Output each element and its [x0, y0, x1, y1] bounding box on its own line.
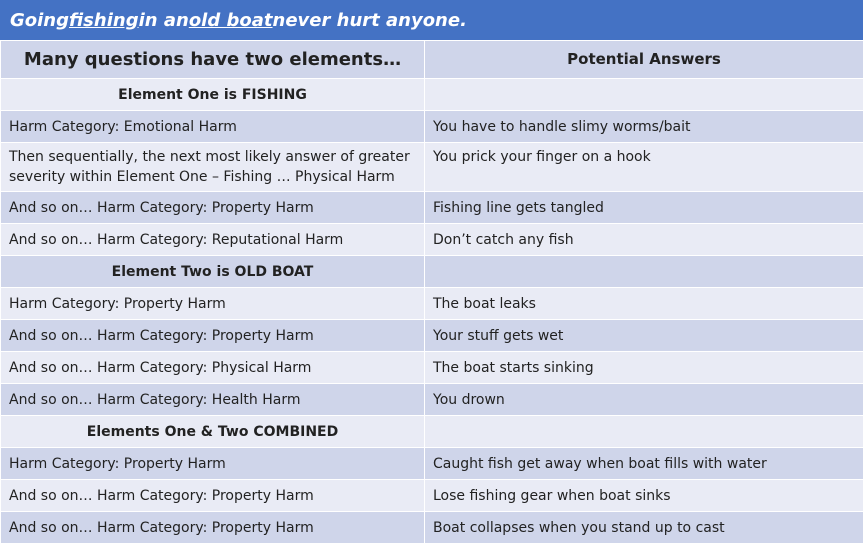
section-row-fishing [1, 79, 863, 111]
table-row [1, 192, 863, 224]
table-row [1, 288, 863, 320]
table-row [1, 352, 863, 384]
title-text-3: in an [138, 9, 189, 31]
harm-table-container [0, 40, 863, 544]
answer-cell: You drown [425, 384, 863, 416]
section-empty-cell [425, 416, 863, 448]
answer-cell: Your stuff gets wet [425, 320, 863, 352]
section-label: Element Two is OLD BOAT [1, 256, 425, 288]
answer-cell: Lose fishing gear when boat sinks [425, 480, 863, 512]
section-empty-cell [425, 79, 863, 111]
table-row [1, 143, 863, 192]
harm-table [0, 40, 863, 544]
table-row [1, 224, 863, 256]
answer-cell: You prick your finger on a hook [425, 143, 863, 192]
answer-cell: Fishing line gets tangled [425, 192, 863, 224]
table-row [1, 320, 863, 352]
table-header-row [1, 41, 863, 79]
title-text-1: Going [10, 9, 70, 31]
answer-cell: Caught fish get away when boat fills with water [425, 448, 863, 480]
harm-category-cell: And so on… Harm Category: Property Harm [1, 512, 425, 544]
section-label: Element One is FISHING [1, 79, 425, 111]
section-empty-cell [425, 256, 863, 288]
harm-category-cell: And so on… Harm Category: Property Harm [1, 320, 425, 352]
table-row [1, 111, 863, 143]
answer-cell: Boat collapses when you stand up to cast [425, 512, 863, 544]
section-row-combined [1, 416, 863, 448]
answer-cell: You have to handle slimy worms/bait [425, 111, 863, 143]
harm-category-cell: Harm Category: Property Harm [1, 288, 425, 320]
table-row [1, 384, 863, 416]
harm-category-cell: And so on… Harm Category: Property Harm [1, 480, 425, 512]
title-text-fishing: fishing [69, 9, 139, 31]
harm-category-cell: Then sequentially, the next most likely answer of greater severity within Element One – Fishing … Physical Harm [1, 143, 425, 192]
harm-category-cell: And so on… Harm Category: Physical Harm [1, 352, 425, 384]
harm-category-cell: And so on… Harm Category: Property Harm [1, 192, 425, 224]
title-text-old-boat: old boat [188, 9, 273, 31]
title-text-5: never hurt anyone. [272, 9, 467, 31]
answer-cell: The boat starts sinking [425, 352, 863, 384]
slide-title [0, 0, 863, 40]
answer-cell: Don’t catch any fish [425, 224, 863, 256]
harm-category-cell: And so on… Harm Category: Health Harm [1, 384, 425, 416]
section-row-old-boat [1, 256, 863, 288]
harm-category-cell: Harm Category: Property Harm [1, 448, 425, 480]
harm-category-cell: And so on… Harm Category: Reputational Harm [1, 224, 425, 256]
header-potential-answers: Potential Answers [425, 41, 863, 79]
table-row [1, 480, 863, 512]
header-elements: Many questions have two elements… [1, 41, 425, 79]
harm-category-cell: Harm Category: Emotional Harm [1, 111, 425, 143]
answer-cell: The boat leaks [425, 288, 863, 320]
table-row [1, 512, 863, 544]
section-label: Elements One & Two COMBINED [1, 416, 425, 448]
table-row [1, 448, 863, 480]
